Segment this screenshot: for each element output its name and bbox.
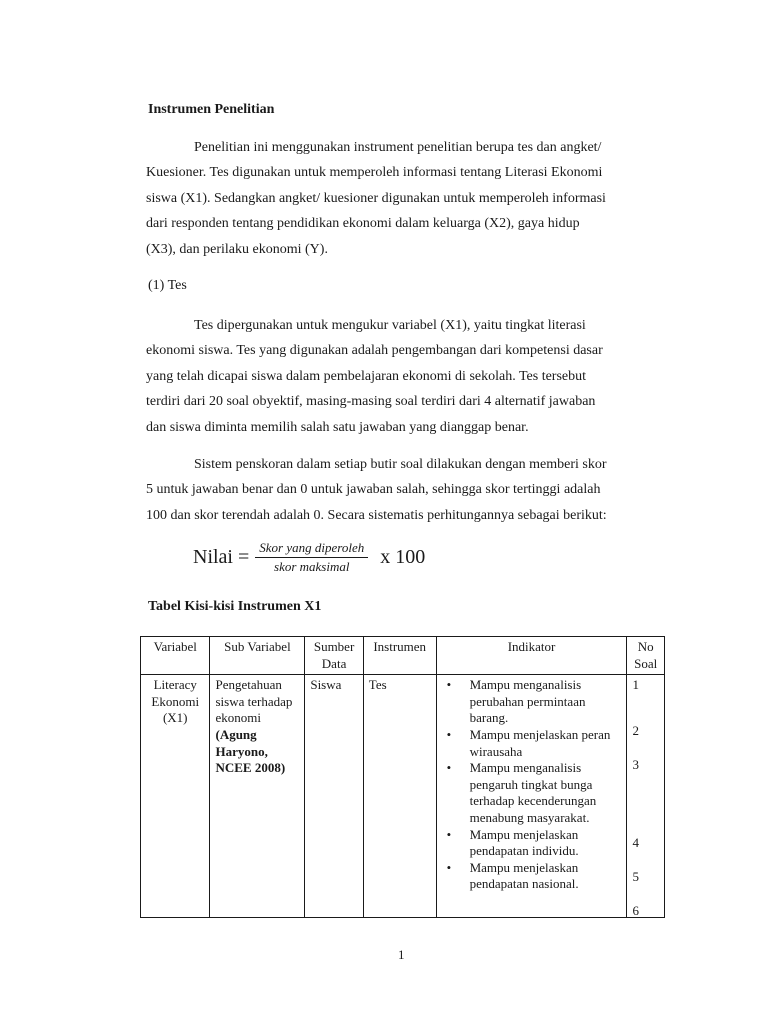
- header-no-soal: No Soal: [627, 637, 665, 675]
- soal-number: 5: [632, 869, 639, 885]
- header-sumber-data: Sumber Data: [305, 637, 363, 675]
- list-item: • Mampu menganalisis perubahan permintaan barang.: [442, 677, 622, 727]
- sub-variabel-reference: (Agung Haryono, NCEE 2008): [215, 726, 286, 776]
- text-line: (X3), dan perilaku ekonomi (Y).: [146, 241, 328, 257]
- formula-denominator: skor maksimal: [274, 558, 350, 574]
- list-item: • Mampu menganalisis pengaruh tingkat bunga terhadap kecenderungan menabung masyarakat.: [442, 760, 622, 826]
- text-line: ekonomi siswa. Tes yang digunakan adalah pengembangan dari kompetensi dasar: [146, 343, 603, 359]
- header-sub-variabel: Sub Variabel: [210, 637, 305, 675]
- score-formula: [193, 537, 425, 577]
- list-item: • Mampu menjelaskan pendapatan individu.: [442, 827, 622, 860]
- header-variabel: Variabel: [141, 637, 210, 675]
- indikator-list: [442, 677, 622, 893]
- cell-variabel: Literacy Ekonomi (X1): [141, 675, 210, 918]
- soal-number: 4: [632, 835, 639, 851]
- table-title: Tabel Kisi-kisi Instrumen X1: [148, 599, 322, 614]
- formula-lhs: Nilai =: [193, 545, 250, 568]
- text-line: Sistem penskoran dalam setiap butir soal dilakukan dengan memberi skor: [194, 457, 607, 472]
- page-number: 1: [398, 947, 405, 962]
- paragraph-tes: [146, 313, 658, 440]
- text-line: Kuesioner. Tes digunakan untuk memperoleh informasi tentang Literasi Ekonomi: [146, 165, 603, 181]
- table-row: [141, 675, 665, 918]
- text-line: dari responden tentang pendidikan ekonomi dalam keluarga (X2), gaya hidup: [146, 216, 580, 232]
- paragraph-scoring: [146, 452, 658, 528]
- section-heading: Instrumen Penelitian: [148, 102, 275, 117]
- text-line: Penelitian ini menggunakan instrument penelitian berupa tes dan angket/: [194, 140, 602, 155]
- text-line: 5 untuk jawaban benar dan 0 untuk jawaban salah, sehingga skor tertinggi adalah: [146, 482, 601, 498]
- paragraph-intro: [146, 135, 658, 262]
- header-indikator: Indikator: [436, 637, 627, 675]
- soal-numbers: [632, 677, 659, 919]
- list-label-tes: (1) Tes: [148, 278, 187, 293]
- cell-indikator: [436, 675, 627, 918]
- header-instrumen: Instrumen: [363, 637, 436, 675]
- text-line: siswa (X1). Sedangkan angket/ kuesioner digunakan untuk memperoleh informasi: [146, 190, 606, 206]
- cell-instrumen: Tes: [363, 675, 436, 918]
- cell-sumber-data: Siswa: [305, 675, 363, 918]
- soal-number: 3: [632, 757, 639, 773]
- text-line: 100 dan skor terendah adalah 0. Secara sistematis perhitungannya sebagai berikut:: [146, 507, 607, 523]
- sub-variabel-text: Pengetahuan siswa terhadap ekonomi: [215, 677, 293, 726]
- formula-fraction: [255, 540, 368, 575]
- soal-number: 2: [632, 723, 639, 739]
- instrument-grid-table: [140, 636, 665, 918]
- text-line: Tes dipergunakan untuk mengukur variabel (X1), yaitu tingkat literasi: [194, 318, 586, 333]
- soal-number: 1: [632, 677, 639, 693]
- cell-no-soal: [627, 675, 665, 918]
- formula-numerator: Skor yang diperoleh: [255, 540, 368, 558]
- text-line: terdiri dari 20 soal obyektif, masing-masing soal terdiri dari 4 alternatif jawaban: [146, 394, 596, 410]
- list-item: • Mampu menjelaskan peran wirausaha: [442, 727, 622, 760]
- cell-sub-variabel: [210, 675, 305, 918]
- soal-number: 6: [632, 903, 639, 919]
- text-line: dan siswa diminta memilih salah satu jawaban yang dianggap benar.: [146, 419, 529, 435]
- table-header-row: [141, 637, 665, 675]
- text-line: yang telah dicapai siswa dalam pembelajaran ekonomi di sekolah. Tes tersebut: [146, 368, 587, 384]
- list-item: • Mampu menjelaskan pendapatan nasional.: [442, 860, 622, 893]
- formula-multiplier: x 100: [380, 545, 426, 568]
